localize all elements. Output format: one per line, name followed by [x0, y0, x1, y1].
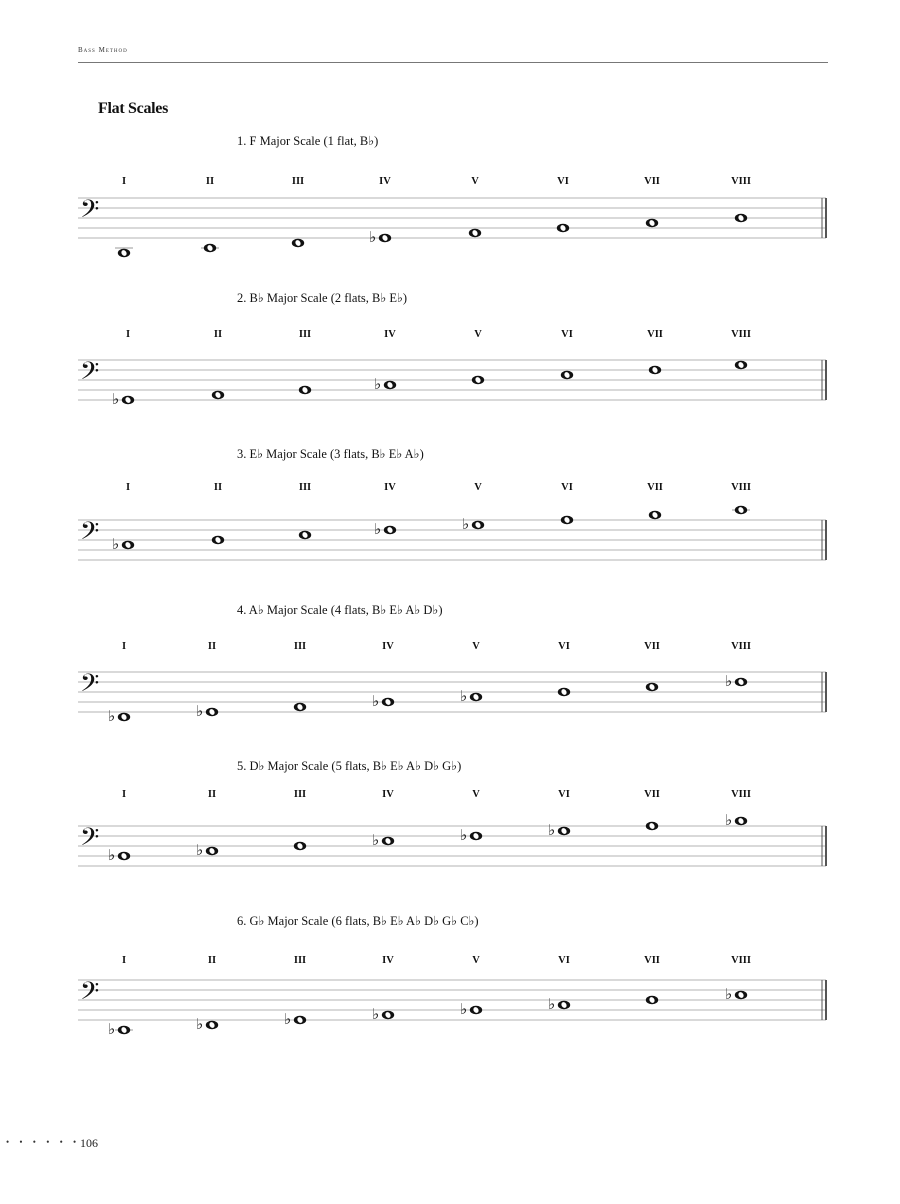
whole-note [561, 371, 573, 379]
whole-note [472, 376, 484, 384]
degree-label: III [293, 789, 307, 800]
degree-label: I [121, 789, 127, 800]
whole-note [460, 1000, 482, 1018]
degree-label: VI [558, 955, 570, 966]
whole-note [108, 707, 130, 725]
whole-note [369, 228, 391, 246]
degree-label: VIII [731, 789, 751, 800]
degree-label: II [213, 482, 223, 493]
degree-label: III [291, 176, 305, 187]
degree-label: IV [382, 641, 394, 652]
whole-note [201, 244, 219, 252]
flat-accidental-icon: ♭ [462, 515, 470, 533]
whole-note [284, 1010, 306, 1028]
degree-label: I [121, 955, 127, 966]
whole-note [649, 511, 661, 519]
whole-note [557, 224, 569, 232]
staff [0, 340, 900, 420]
degree-label: VII [644, 955, 660, 966]
degree-label: V [472, 789, 480, 800]
flat-accidental-icon: ♭ [460, 826, 468, 844]
flat-accidental-icon: ♭ [460, 1000, 468, 1018]
flat-accidental-icon: ♭ [112, 535, 120, 553]
degree-label: VII [647, 482, 663, 493]
flat-accidental-icon: ♭ [196, 702, 204, 720]
scale-title: 1. F Major Scale (1 flat, B♭) [237, 134, 379, 148]
whole-note [558, 688, 570, 696]
degree-label: VII [644, 641, 660, 652]
scale-title: 4. A♭ Major Scale (4 flats, B♭ E♭ A♭ D♭) [237, 603, 443, 617]
flat-accidental-icon: ♭ [725, 811, 733, 829]
degree-label: V [471, 176, 479, 187]
whole-note [112, 390, 134, 408]
whole-note [292, 239, 304, 247]
flat-accidental-icon: ♭ [725, 672, 733, 690]
degree-label: VI [558, 641, 570, 652]
degree-label: II [207, 641, 217, 652]
staff [0, 652, 900, 732]
whole-note [646, 683, 658, 691]
degree-label: VI [557, 176, 569, 187]
whole-note [374, 520, 396, 538]
degree-label: VIII [731, 955, 751, 966]
flat-accidental-icon: ♭ [372, 1005, 380, 1023]
flat-accidental-icon: ♭ [108, 707, 116, 725]
whole-note [196, 702, 218, 720]
whole-note [212, 391, 224, 399]
degree-label: VIII [731, 641, 751, 652]
degree-label: III [298, 482, 312, 493]
whole-note [212, 536, 224, 544]
whole-note [735, 214, 747, 222]
whole-note [108, 1020, 133, 1038]
whole-note [372, 692, 394, 710]
flat-accidental-icon: ♭ [548, 995, 556, 1013]
degree-label: II [205, 176, 215, 187]
degree-label: VII [647, 329, 663, 340]
flat-accidental-icon: ♭ [112, 390, 120, 408]
whole-note [469, 229, 481, 237]
whole-note [294, 703, 306, 711]
degree-label: IV [382, 955, 394, 966]
degree-label: VI [561, 482, 573, 493]
flat-accidental-icon: ♭ [196, 841, 204, 859]
section-title: Flat Scales [98, 100, 169, 117]
whole-note [115, 248, 133, 257]
degree-label: I [121, 641, 127, 652]
degree-label: II [207, 789, 217, 800]
degree-label: VI [558, 789, 570, 800]
degree-label: III [298, 329, 312, 340]
whole-note [108, 846, 130, 864]
whole-note [725, 672, 747, 690]
staff [0, 500, 900, 580]
whole-note [649, 366, 661, 374]
degree-label: IV [384, 329, 396, 340]
flat-accidental-icon: ♭ [725, 985, 733, 1003]
staff [0, 806, 900, 886]
running-head: Bass Method [78, 46, 128, 54]
degree-label: V [474, 482, 482, 493]
whole-note [646, 219, 658, 227]
degree-label: I [121, 176, 127, 187]
flat-accidental-icon: ♭ [374, 520, 382, 538]
degree-label: III [293, 641, 307, 652]
bass-clef-icon: 𝄢 [80, 517, 100, 552]
whole-note [561, 516, 573, 524]
staff [0, 178, 900, 258]
degree-label: V [472, 955, 480, 966]
scale-title: 5. D♭ Major Scale (5 flats, B♭ E♭ A♭ D♭ G♭) [237, 759, 462, 773]
flat-accidental-icon: ♭ [284, 1010, 292, 1028]
whole-note [460, 826, 482, 844]
bass-clef-icon: 𝄢 [80, 823, 100, 858]
degree-label: VII [644, 789, 660, 800]
scale-title: 6. G♭ Major Scale (6 flats, B♭ E♭ A♭ D♭ G♭ C♭) [237, 914, 479, 928]
whole-note [646, 996, 658, 1004]
degree-label: VI [561, 329, 573, 340]
bass-clef-icon: 𝄢 [80, 195, 100, 230]
staff [0, 960, 900, 1040]
header-rule [78, 62, 828, 63]
whole-note [735, 361, 747, 369]
flat-accidental-icon: ♭ [374, 375, 382, 393]
degree-label: VII [644, 176, 660, 187]
whole-note [732, 506, 750, 514]
degree-label: V [474, 329, 482, 340]
flat-accidental-icon: ♭ [108, 846, 116, 864]
degree-label: VIII [731, 176, 751, 187]
degree-label: III [293, 955, 307, 966]
whole-note [646, 822, 658, 830]
degree-label: IV [384, 482, 396, 493]
degree-label: VIII [731, 482, 751, 493]
flat-accidental-icon: ♭ [372, 692, 380, 710]
bass-clef-icon: 𝄢 [80, 977, 100, 1012]
whole-note [299, 531, 311, 539]
flat-accidental-icon: ♭ [372, 831, 380, 849]
flat-accidental-icon: ♭ [460, 687, 468, 705]
whole-note [294, 842, 306, 850]
degree-label: II [207, 955, 217, 966]
degree-label: IV [382, 789, 394, 800]
page-number: 106 [80, 1136, 98, 1150]
degree-label: I [125, 482, 131, 493]
whole-note [299, 386, 311, 394]
flat-accidental-icon: ♭ [196, 1015, 204, 1033]
bass-clef-icon: 𝄢 [80, 357, 100, 392]
page-dots: • • • • • • [6, 1137, 81, 1147]
degree-label: VIII [731, 329, 751, 340]
degree-label: II [213, 329, 223, 340]
degree-label: I [125, 329, 131, 340]
flat-accidental-icon: ♭ [108, 1020, 116, 1038]
scale-title: 2. B♭ Major Scale (2 flats, B♭ E♭) [237, 291, 408, 305]
degree-label: IV [379, 176, 391, 187]
scale-title: 3. E♭ Major Scale (3 flats, B♭ E♭ A♭) [237, 447, 424, 461]
whole-note [196, 1015, 218, 1033]
degree-label: V [472, 641, 480, 652]
bass-clef-icon: 𝄢 [80, 669, 100, 704]
flat-accidental-icon: ♭ [548, 821, 556, 839]
flat-accidental-icon: ♭ [369, 228, 377, 246]
